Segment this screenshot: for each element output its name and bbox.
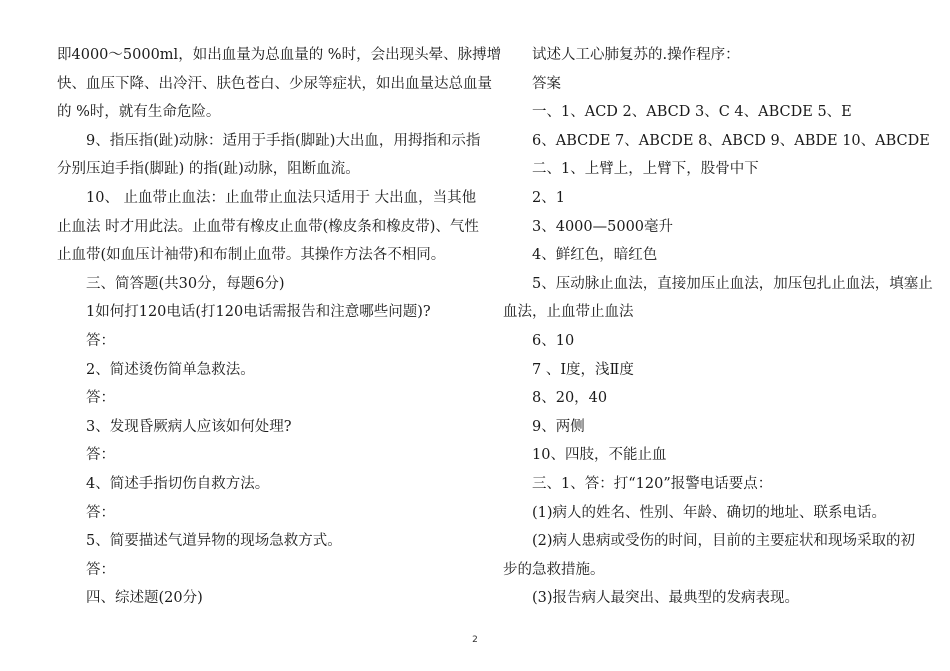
text-line: 9、两侧 [532,418,585,435]
text-line: 四、综述题(20分) [86,590,203,607]
text-line: 2、1 [532,189,565,206]
text-line: 6、10 [532,332,575,349]
text-line: 5、压动脉止血法，直接加压止血法，加压包扎止血法，填塞止 [532,275,933,292]
text-line: (2)病人患病或受伤的时间，目前的主要症状和现场采取的初 [532,533,916,550]
text-line: 7 、Ⅰ度，浅Ⅱ度 [532,361,634,378]
right-column [503,41,933,613]
text-line: 试述人工心肺复苏的.操作程序： [532,47,740,63]
text-line: 3、4000—5000毫升 [532,218,674,235]
text-line: 4、简述手指切伤自救方法。 [86,475,270,492]
text-line: 步的急救措施。 [503,561,605,578]
text-line: 2、简述烫伤简单急救法。 [86,361,255,378]
text-line: 三、1、答：打“120”报警电话要点： [532,475,773,492]
text-line: 10、四肢，不能止血 [532,447,667,464]
page-number: 2 [472,635,478,645]
text-line: 二、1、上臂上，上臂下，股骨中下 [532,161,759,178]
text-line: 答： [86,504,115,521]
text-line: 10、 止血带止血法：止血带止血法只适用于 大出血，当其他 [86,189,477,206]
text-line: 答： [86,447,115,464]
text-line: 分别压迫手指(脚趾) 的指(趾)动脉，阻断血流。 [57,161,360,178]
text-line: 止血法 时才用此法。止血带有橡皮止血带(橡皮条和橡皮带)、气性 [57,218,479,235]
text-line: 6、ABCDE 7、ABCDE 8、ABCD 9、ABDE 10、ABCDE [532,132,930,149]
text-line: 3、发现昏厥病人应该如何处理? [86,418,292,435]
text-line: 答： [86,390,115,407]
text-line: 9、指压指(趾)动脉：适用于手指(脚趾)大出血，用拇指和示指 [86,132,481,149]
text-line: 三、简答题(共30分，每题6分) [86,275,285,292]
text-line: (1)病人的姓名、性别、年龄、确切的地址、联系电话。 [532,504,887,521]
text-line: 的 %时，就有生命危险。 [57,104,221,121]
left-column [57,41,502,613]
text-line: 8、20，40 [532,390,608,407]
text-line: 一、1、ACD 2、ABCD 3、C 4、ABCDE 5、E [532,104,852,121]
text-line: 4、鲜红色，暗红色 [532,247,658,264]
text-line: 答案 [532,75,561,92]
text-line: 快、血压下降、出冷汗、肤色苍白、少尿等症状，如出血量达总血量 [57,75,492,92]
text-line: 5、简要描述气道异物的现场急救方式。 [86,533,342,550]
text-line: 血法，止血带止血法 [503,304,634,321]
text-line: 答： [86,561,115,578]
text-line: (3)报告病人最突出、最典型的发病表现。 [532,590,800,607]
text-line: 止血带(如血压计袖带)和布制止血带。其操作方法各不相同。 [57,247,446,264]
text-line: 答： [86,332,115,349]
text-line: 即4000～5000ml，如出血量为总血量的 %时，会出现头晕、脉搏增 [57,47,502,63]
text-line: 1如何打120电话(打120电话需报告和注意哪些问题)? [86,304,431,321]
